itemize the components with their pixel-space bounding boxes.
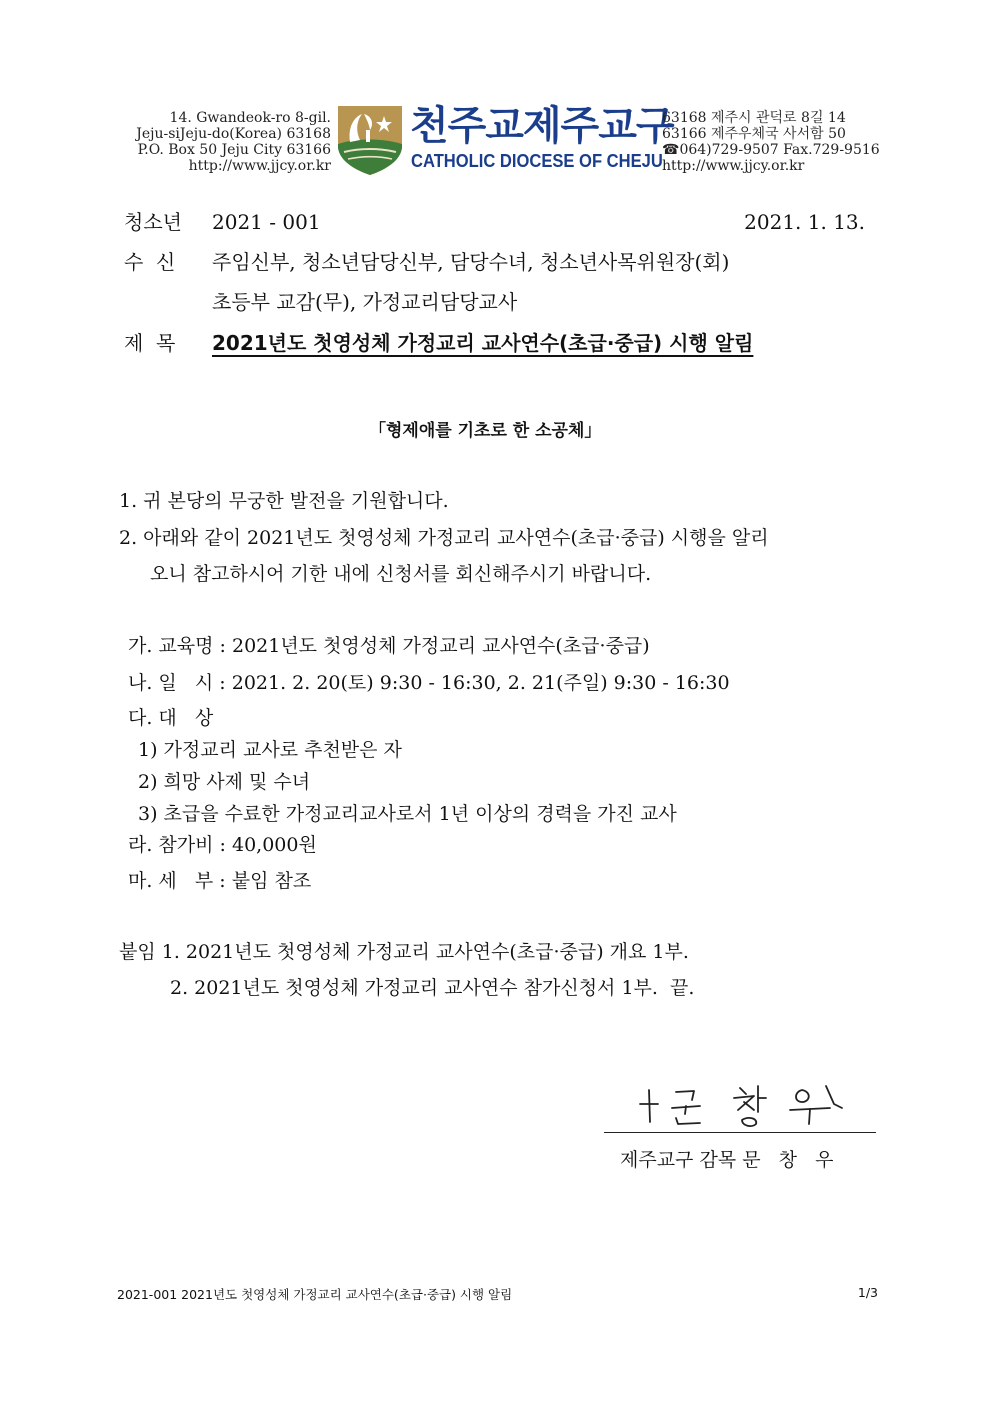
detail-schedule: 나. 일 시 : 2021. 2. 20(토) 9:30 - 16:30, 2. 21(주일) 9:30 - 16:30 — [128, 672, 730, 694]
letterhead-address-en — [136, 110, 331, 174]
address-line: P.O. Box 50 Jeju City 63166 — [137, 142, 331, 158]
recipients-line: 주임신부, 청소년담당신부, 담당수녀, 청소년사목위원장(회) — [212, 250, 730, 274]
website-link[interactable]: http://www.jjcy.or.kr — [188, 158, 331, 174]
website-link[interactable]: http://www.jjcy.or.kr — [662, 158, 805, 174]
doc-date: 2021. 1. 13. — [744, 210, 865, 234]
address-line: Jeju-siJeju-do(Korea) 63168 — [136, 126, 331, 142]
detail-fee: 라. 참가비 : 40,000원 — [128, 834, 317, 856]
attachment-item: 2. 2021년도 첫영성체 가정교리 교사연수 참가신청서 1부. 끝. — [170, 977, 695, 999]
paragraph-2-line2: 오니 참고하시어 기한 내에 신청서를 회신해주시기 바랍니다. — [150, 563, 652, 585]
letterhead-address-ko — [662, 110, 880, 174]
detail-course-name: 가. 교육명 : 2021년도 첫영성체 가정교리 교사연수(초급·중급) — [128, 635, 650, 657]
organization-name-en: CATHOLIC DIOCESE OF CHEJU — [411, 151, 663, 171]
document-subject: 2021년도 첫영성체 가정교리 교사연수(초급·중급) 시행 알림 — [212, 331, 754, 355]
diocese-emblem-icon — [336, 104, 404, 176]
organization-name-ko: 천주교제주교구 — [410, 103, 674, 149]
target-item: 2) 희망 사제 및 수녀 — [138, 771, 311, 793]
address-line: 14. Gwandeok-ro 8-gil. — [169, 110, 331, 126]
target-item: 3) 초급을 수료한 가정교리교사로서 1년 이상의 경력을 가진 교사 — [138, 803, 677, 825]
footer-title: 2021-001 2021년도 첫영성체 가정교리 교사연수(초급·중급) 시행 알림 — [117, 1287, 513, 1302]
address-line: 63168 제주시 관덕로 8길 14 — [662, 110, 846, 126]
detail-notes: 마. 세 부 : 붙임 참조 — [128, 870, 312, 892]
recipient-label: 수 신 — [124, 250, 176, 274]
recipients-line: 초등부 교감(무), 가정교리담당교사 — [212, 290, 518, 314]
doc-label: 청소년 — [124, 210, 182, 234]
attachment-item: 붙임 1. 2021년도 첫영성체 가정교리 교사연수(초급·중급) 개요 1부. — [119, 941, 689, 963]
target-item: 1) 가정교리 교사로 추천받은 자 — [138, 739, 402, 761]
paragraph-2-line1: 2. 아래와 같이 2021년도 첫영성체 가정교리 교사연수(초급·중급) 시행을 알리 — [119, 527, 769, 549]
subject-label: 제 목 — [124, 331, 176, 355]
address-line: 63166 제주우체국 사서함 50 — [662, 126, 846, 142]
page-number: 1/3 — [857, 1285, 878, 1300]
signature-line — [604, 1132, 876, 1133]
handwritten-signature — [630, 1078, 850, 1132]
paragraph-1: 1. 귀 본당의 무궁한 발전을 기원합니다. — [119, 490, 449, 512]
doc-number: 2021 - 001 — [212, 210, 321, 234]
signer-name: 제주교구 감목 문 창 우 — [620, 1149, 834, 1171]
detail-target-heading: 다. 대 상 — [128, 707, 214, 729]
diocese-motto: 「형제애를 기초로 한 소공체」 — [369, 421, 602, 441]
contact-line: ☎064)729-9507 Fax.729-9516 — [662, 142, 880, 158]
